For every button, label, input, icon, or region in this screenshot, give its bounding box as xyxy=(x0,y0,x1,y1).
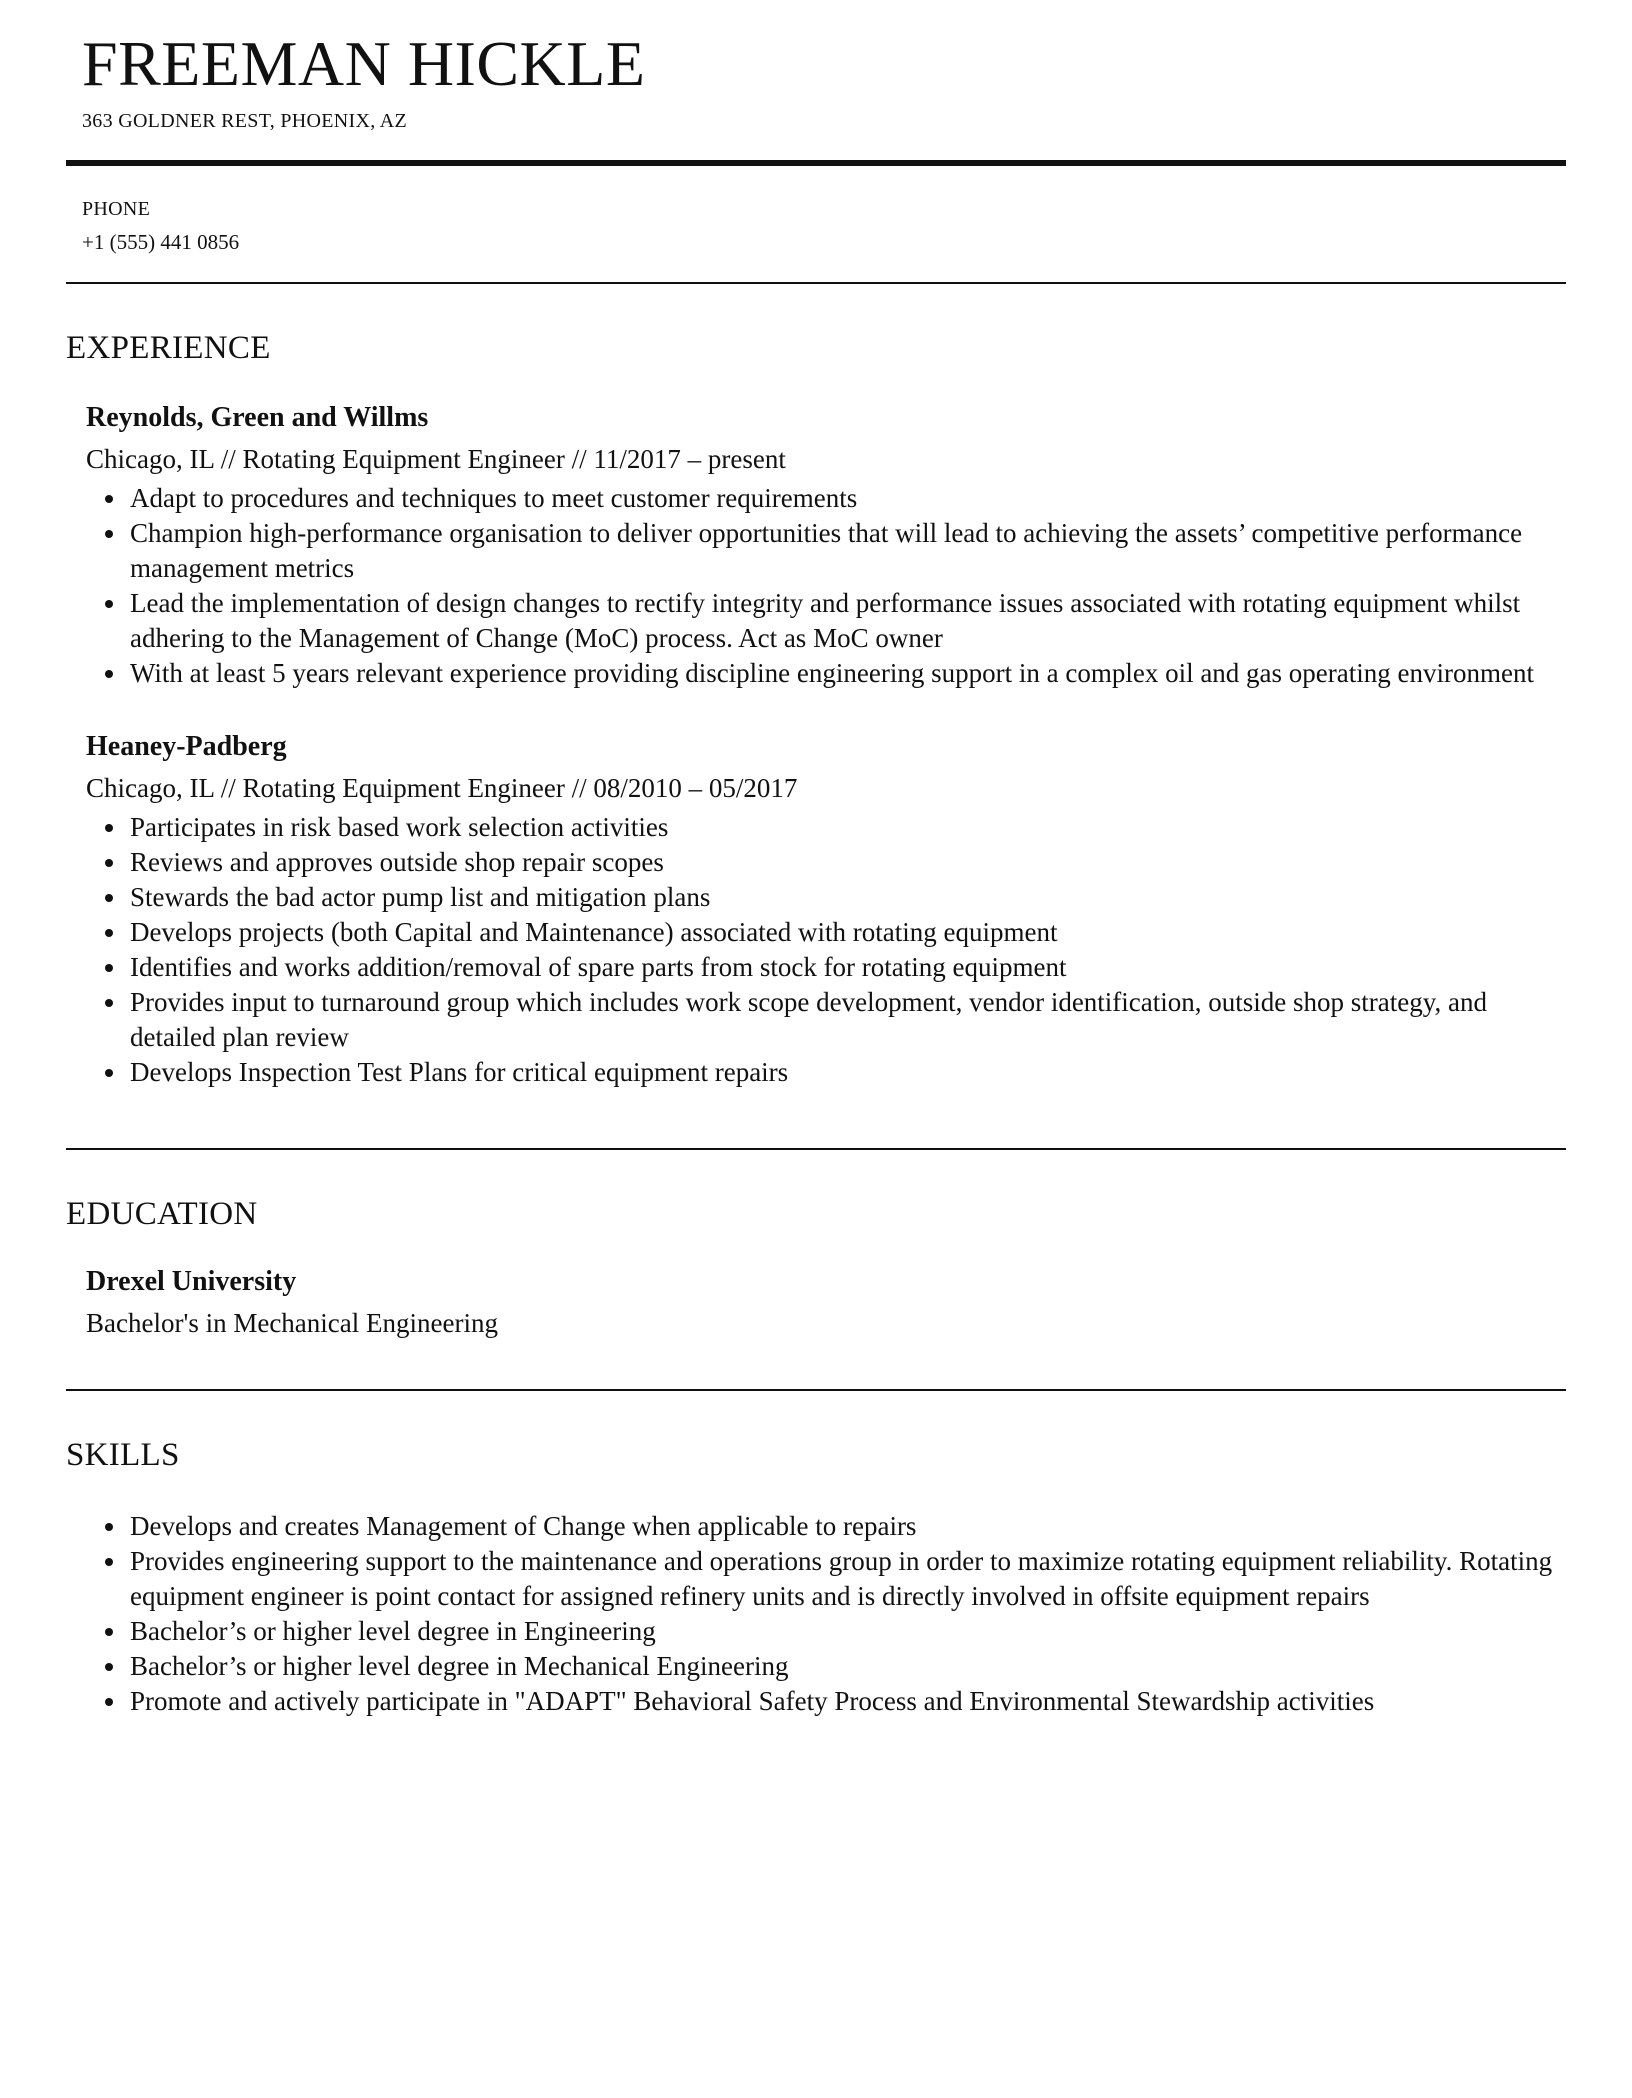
education-title: EDUCATION xyxy=(66,1196,258,1232)
skill-bullets xyxy=(86,1509,1566,1719)
job-meta: Chicago, IL // Rotating Equipment Engineer // 08/2010 – 05/2017 xyxy=(86,773,798,803)
skill-item: • Develops and creates Management of Change when applicable to repairs xyxy=(128,1509,1566,1544)
job-company: Heaney-Padberg xyxy=(86,731,287,762)
degree: Bachelor's in Mechanical Engineering xyxy=(86,1308,498,1338)
job-bullets xyxy=(86,481,1566,691)
job-bullet: • Develops Inspection Test Plans for critical equipment repairs xyxy=(128,1055,1566,1090)
education-entry xyxy=(66,1264,1566,1341)
resume-page xyxy=(66,0,1566,1719)
candidate-name: FREEMAN HICKLE xyxy=(82,28,646,99)
job-bullet: • Develops projects (both Capital and Maintenance) associated with rotating equipment xyxy=(128,915,1566,950)
education-section xyxy=(66,1150,1566,1341)
skill-item: • Provides engineering support to the maintenance and operations group in order to maximize rotating equipment reliability. Rotating equipment engineer is point contact for assigned refinery units and is directly involved in offsite equipment repairs xyxy=(128,1544,1566,1614)
phone-label: PHONE xyxy=(82,198,151,220)
job-meta: Chicago, IL // Rotating Equipment Engineer // 11/2017 – present xyxy=(86,444,786,474)
resume-header xyxy=(66,0,1566,134)
job-bullet: • Adapt to procedures and techniques to meet customer requirements xyxy=(128,481,1566,516)
job-bullet: • Identifies and works addition/removal of spare parts from stock for rotating equipment xyxy=(128,950,1566,985)
school-name: Drexel University xyxy=(86,1266,297,1297)
skills-list xyxy=(66,1509,1566,1719)
job-bullet: • Champion high-performance organisation to deliver opportunities that will lead to achieving the assets’ competitive performance management metrics xyxy=(128,516,1566,586)
skill-item: • Bachelor’s or higher level degree in Engineering xyxy=(128,1614,1566,1649)
skill-item: • Bachelor’s or higher level degree in Mechanical Engineering xyxy=(128,1649,1566,1684)
job-bullet: • Reviews and approves outside shop repair scopes xyxy=(128,845,1566,880)
job-entry xyxy=(66,729,1566,1090)
job-bullet: • With at least 5 years relevant experience providing discipline engineering support in a complex oil and gas operating environment xyxy=(128,656,1566,691)
job-company: Reynolds, Green and Willms xyxy=(86,402,429,433)
job-bullet: • Participates in risk based work selection activities xyxy=(128,810,1566,845)
job-bullets xyxy=(86,810,1566,1090)
skill-item: • Promote and actively participate in "ADAPT" Behavioral Safety Process and Environmental Stewardship activities xyxy=(128,1684,1566,1719)
job-bullet: • Stewards the bad actor pump list and mitigation plans xyxy=(128,880,1566,915)
job-bullet: • Lead the implementation of design changes to rectify integrity and performance issues associated with rotating equipment whilst adhering to the Management of Change (MoC) process. Act as MoC owner xyxy=(128,586,1566,656)
job-bullet: • Provides input to turnaround group which includes work scope development, vendor identification, outside shop strategy, and detailed plan review xyxy=(128,985,1566,1055)
job-entry xyxy=(66,400,1566,691)
contact-block xyxy=(66,166,1566,282)
candidate-address: 363 GOLDNER REST, PHOENIX, AZ xyxy=(82,110,407,132)
skills-title: SKILLS xyxy=(66,1437,180,1473)
skills-section xyxy=(66,1391,1566,1719)
experience-section xyxy=(66,284,1566,1090)
phone-value: +1 (555) 441 0856 xyxy=(82,230,240,254)
experience-title: EXPERIENCE xyxy=(66,330,271,366)
